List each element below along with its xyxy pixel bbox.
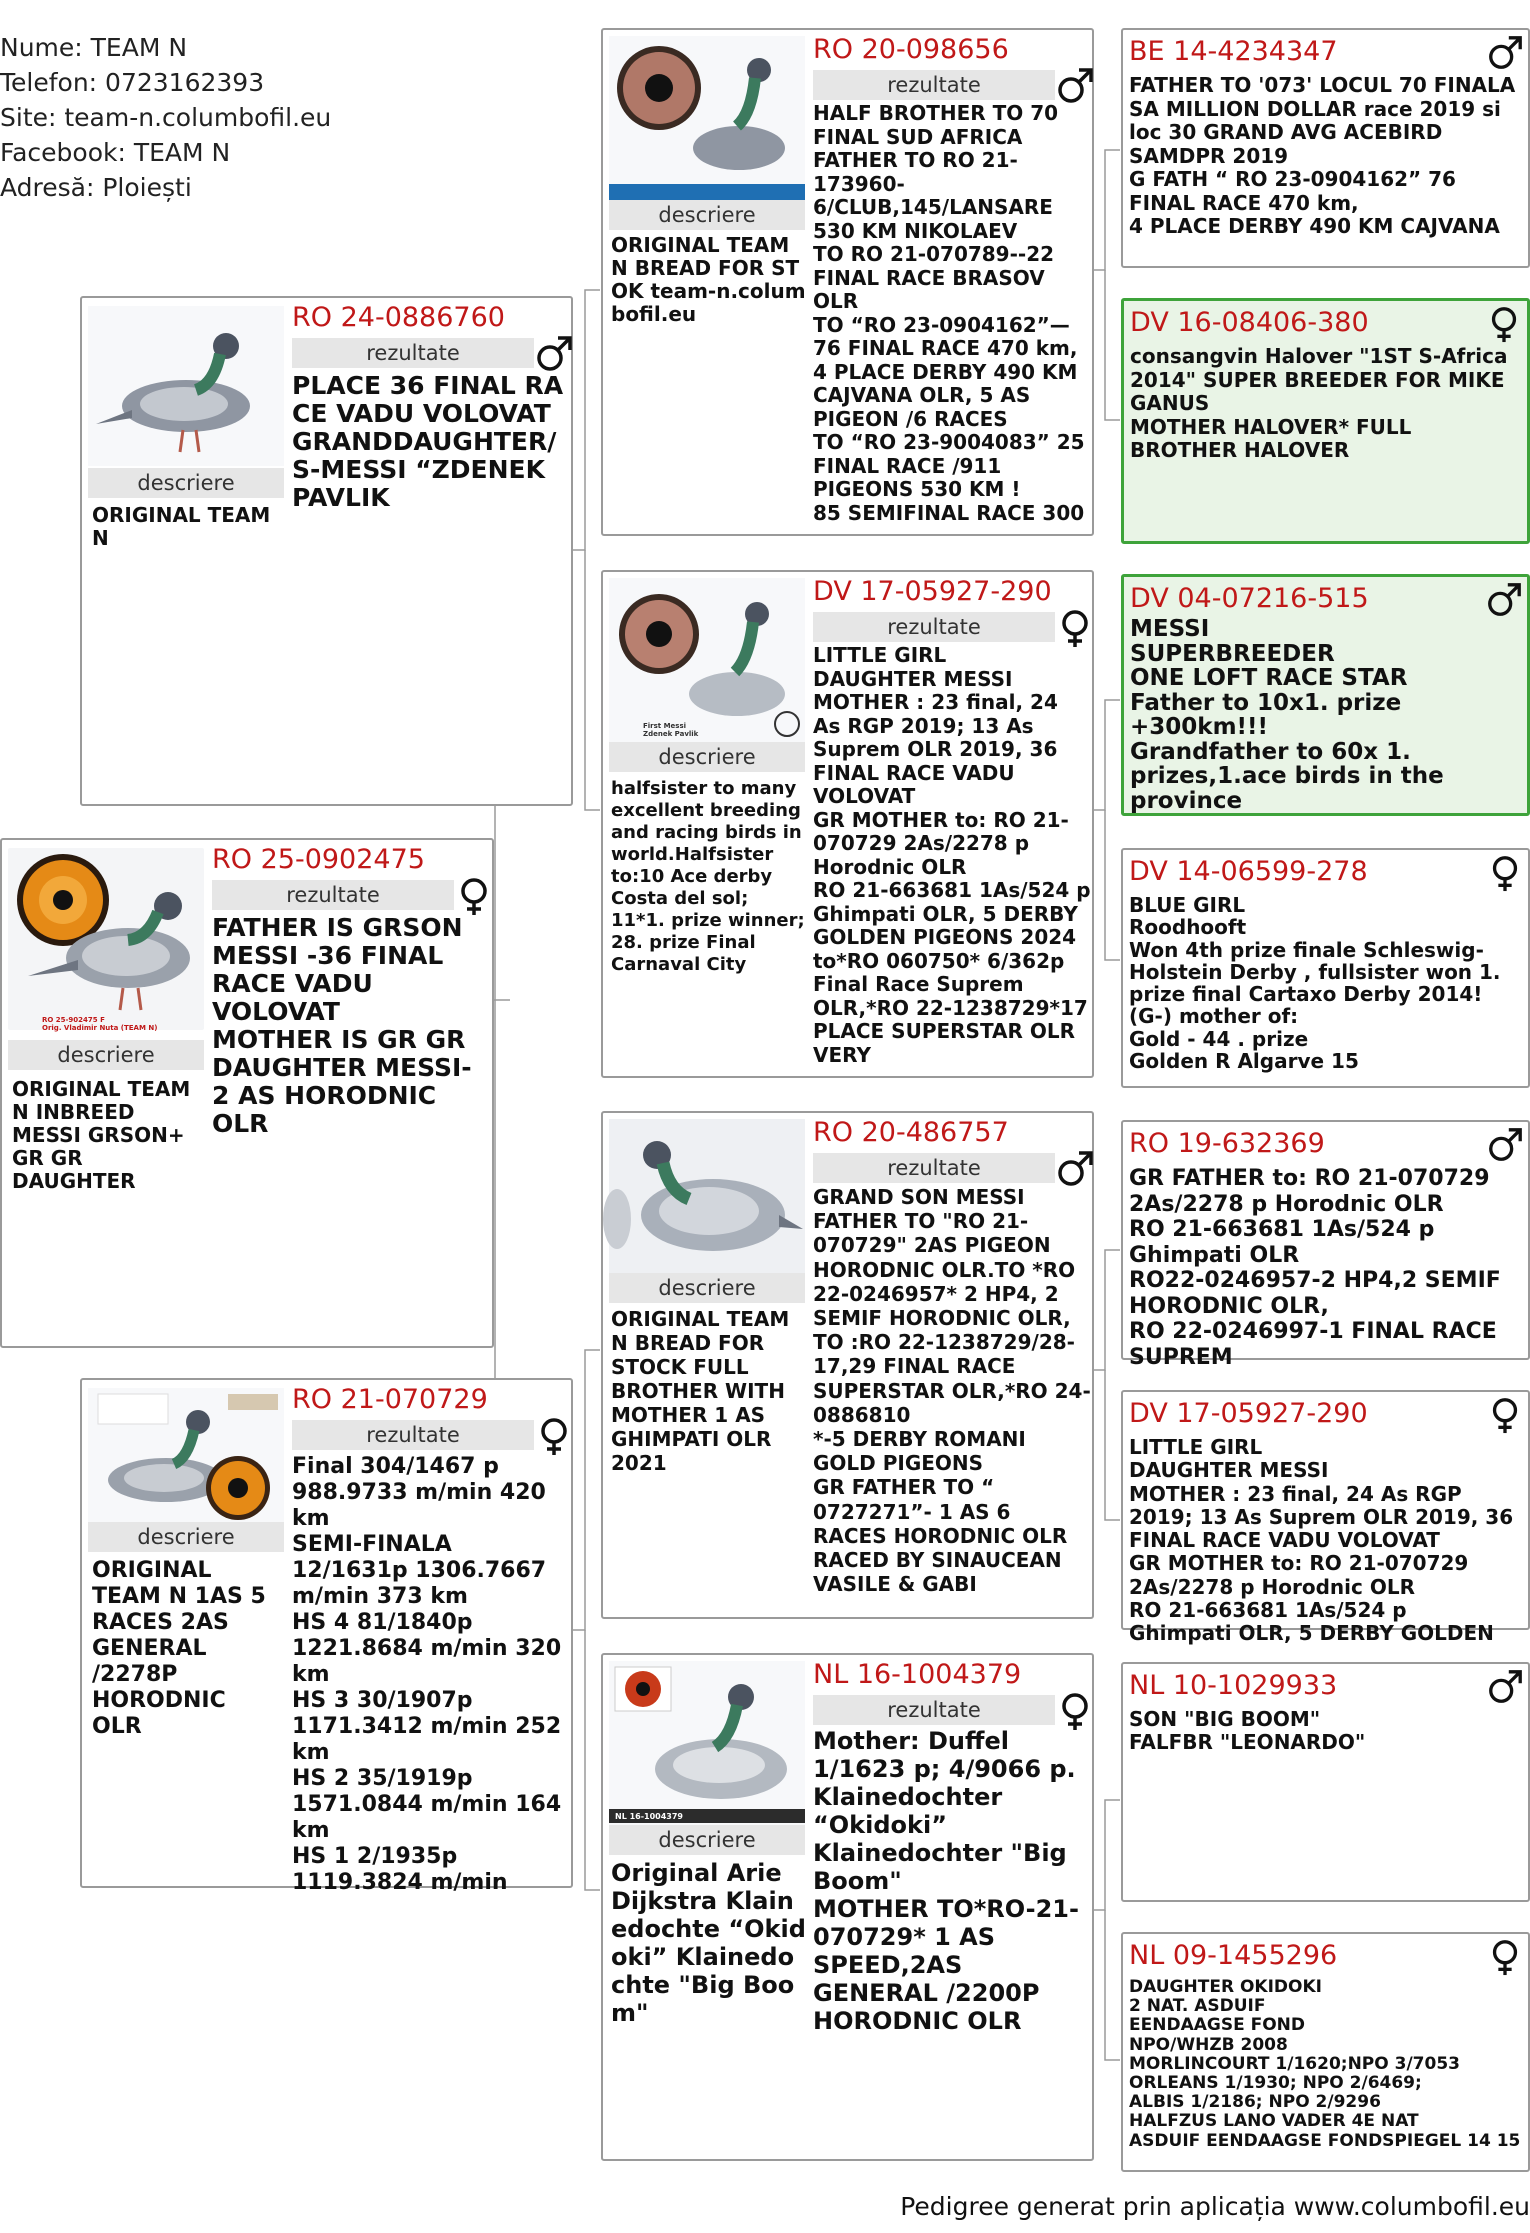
male-icon	[1055, 1149, 1095, 1189]
results-button[interactable]: rezultate	[292, 338, 534, 368]
results-button[interactable]: rezultate	[212, 880, 454, 910]
pigeon-photo[interactable]	[609, 1661, 805, 1827]
pedigree-card-gen4-6[interactable]	[1121, 1390, 1530, 1646]
pigeon-description: LITTLE GIRL DAUGHTER MESSI MOTHER : 23 final, 24 As RGP 2019; 13 As Suprem OLR 2019, 36 FINAL RACE VADU VOLOVAT GR MOTHER to: RO 21-070729 2As/2278 p Horodnic OLR RO 21-663681 1As/524 p Ghimpati OLR, 5 DERBY GOLDEN	[1129, 1435, 1514, 1646]
ring-number: BE 14-4234347	[1129, 36, 1338, 67]
pigeon-description: HALF BROTHER TO 70 FINAL SUD AFRICA FATHER TO RO 21-173960-6/CLUB,145/LANSARE 530 KM NIKOLAEV TO RO 21-070789--22 FINAL RACE BRASOV OLR TO “RO 23-0904162”—76 FINAL RACE 470 km, 4 PLACE DERBY 490 KM CAJVANA OLR, 5 AS PIGEON /6 RACES TO “RO 23-9004083” 25 FINAL RACE /911 PIGEONS 530 KM ! 85 SEMIFINAL RACE 300	[813, 101, 1085, 525]
pedigree-card-gen4-5[interactable]	[1121, 1120, 1530, 1370]
pedigree-card-sire[interactable]	[80, 296, 573, 806]
ring-number: RO 20-486757	[813, 1117, 1009, 1148]
pedigree-card-gen4-1[interactable]	[1121, 28, 1530, 268]
pedigree-card-subject[interactable]	[0, 838, 494, 1348]
female-icon	[1055, 1691, 1095, 1731]
ring-number: DV 14-06599-278	[1129, 856, 1368, 887]
description-button[interactable]: descriere	[8, 1040, 204, 1070]
male-icon	[1055, 66, 1095, 106]
pigeon-description: consangvin Halover "1ST S-Africa 2014" SUPER BREEDER FOR MIKE GANUS MOTHER HALOVER* FULL BROTHER HALOVER	[1130, 344, 1508, 462]
pigeon-eye-photo-icon	[609, 578, 805, 744]
pigeon-photo[interactable]	[88, 306, 284, 466]
pigeon-eye-photo-icon	[609, 1661, 805, 1827]
ring-number: RO 24-0886760	[292, 302, 505, 333]
results-button[interactable]: rezultate	[813, 612, 1055, 642]
ring-number: DV 17-05927-290	[1129, 1398, 1368, 1429]
pigeon-description: DAUGHTER OKIDOKI 2 NAT. ASDUIF EENDAAGSE FOND NPO/WHZB 2008 MORLINCOURT 1/1620;NPO 3/7053 ORLEANS 1/1930; NPO 2/6469; ALBIS 1/2186; NPO 2/9296 HALFZUS LANO VADER 4E NAT ASDUIF EENDAAGSE FONDSPIEGEL 14 15	[1129, 1977, 1521, 2151]
pigeon-description: GR FATHER to: RO 21-070729 2As/2278 p Horodnic OLR RO 21-663681 1As/524 p Ghimpati OLR RO22-0246957-2 HP4,2 SEMIF HORODNIC OLR, RO 22-0246997-1 FINAL RACE SUPREM	[1129, 1166, 1501, 1370]
ring-number: DV 17-05927-290	[813, 576, 1052, 607]
male-icon	[534, 334, 574, 374]
results-button[interactable]: rezultate	[813, 70, 1055, 100]
pigeon-description: Final 304/1467 p 988.9733 m/min 420 km SEMI-FINALA 12/1631p 1306.7667 m/min 373 km HS 4 81/1840p 1221.8684 m/min 320 km HS 3 30/1907p 1171.3412 m/min 252 km HS 2 35/1919p 1571.0844 m/min 164 km HS 1 2/1935p 1119.3824 m/min	[292, 1454, 562, 1895]
pigeon-description: FATHER TO '073' LOCUL 70 FINALA SA MILLION DOLLAR race 2019 si loc 30 GRAND AVG ACEBIRD SAMDPR 2019 G FATH “ RO 23-0904162” 76 FINAL RACE 470 km, 4 PLACE DERBY 490 KM CAJVANA	[1129, 73, 1516, 238]
ring-number: NL 10-1029933	[1129, 1670, 1338, 1701]
male-icon	[1486, 34, 1524, 72]
pigeon-photo[interactable]	[609, 36, 805, 202]
ring-number: DV 04-07216-515	[1130, 583, 1369, 614]
ring-number: RO 25-0902475	[212, 844, 425, 875]
pigeon-note: Original Arie Dijkstra Klainedochte “Okidoki” Klainedochte "Big Boom"	[611, 1859, 806, 2027]
female-icon	[1055, 608, 1095, 648]
pigeon-photo-icon	[609, 1119, 805, 1279]
results-button[interactable]: rezultate	[813, 1153, 1055, 1183]
female-icon	[1485, 305, 1523, 343]
pigeon-eye-photo-icon	[8, 848, 204, 1030]
pedigree-card-gen4-3[interactable]	[1121, 574, 1530, 816]
female-icon	[1486, 1396, 1524, 1434]
pigeon-note: halfsister to many excellent breeding and racing birds in world.Halfsister to:10 Ace derby Costa del sol; 11*1. prize winner; 28. prize Final Carnaval City	[611, 778, 805, 975]
owner-facebook: Facebook: TEAM N	[0, 138, 231, 167]
pigeon-description: BLUE GIRL Roodhooft Won 4th prize finale Schleswig-Holstein Derby , fullsister won 1. prize final Cartaxo Derby 2014! (G-) mother of: Gold - 44 . prize Golden R Algarve 15	[1129, 893, 1501, 1074]
pedigree-card-gen4-8[interactable]	[1121, 1932, 1530, 2172]
photo-caption: RO 25-902475 F Orig. Vladimir Nuta (TEAM N)	[42, 1016, 158, 1032]
pedigree-card-dam-dam[interactable]	[601, 1653, 1094, 2161]
pigeon-description: Mother: Duffel 1/1623 p; 4/9066 p. Klainedochter “Okidoki” Klainedochter "Big Boom" MOTHER TO*RO-21-070729* 1 AS SPEED,2AS GENERAL /2200P HORODNIC OLR	[813, 1727, 1079, 2035]
pigeon-description: LITTLE GIRL DAUGHTER MESSI MOTHER : 23 final, 24 As RGP 2019; 13 As Suprem OLR 2019, 36 FINAL RACE VADU VOLOVAT GR MOTHER to: RO 21-070729 2As/2278 p Horodnic OLR RO 21-663681 1As/524 p Ghimpati OLR, 5 DERBY GOLDEN PIGEONS 2024 to*RO 060750* 6/362p Final Race Suprem OLR,*RO 22-1238729*17 PLACE SUPERSTAR OLR VERY	[813, 643, 1091, 1067]
ring-number: NL 16-1004379	[813, 1659, 1022, 1690]
photo-caption: First Messi Zdenek Pavlik	[643, 722, 699, 738]
pedigree-card-dam-sire[interactable]	[601, 1111, 1094, 1619]
pedigree-card-dam[interactable]	[80, 1378, 573, 1895]
owner-phone: Telefon: 0723162393	[0, 68, 265, 97]
ring-number: RO 19-632369	[1129, 1128, 1325, 1159]
female-icon	[1486, 1938, 1524, 1976]
ring-number: RO 21-070729	[292, 1384, 488, 1415]
pigeon-note: ORIGINAL TEAM N	[92, 503, 271, 550]
ring-number: DV 16-08406-380	[1130, 307, 1369, 338]
pedigree-card-gen4-4[interactable]	[1121, 848, 1530, 1088]
pigeon-photo[interactable]	[88, 1388, 284, 1530]
description-button[interactable]: descriere	[609, 742, 805, 772]
ring-number: NL 09-1455296	[1129, 1940, 1338, 1971]
female-icon	[534, 1416, 574, 1456]
description-button[interactable]: descriere	[88, 468, 284, 498]
pigeon-photo[interactable]	[8, 848, 204, 1030]
female-icon	[454, 876, 494, 916]
photo-caption: NL 16-1004379	[615, 1812, 683, 1821]
owner-site: Site: team-n.columbofil.eu	[0, 103, 332, 132]
results-button[interactable]: rezultate	[292, 1420, 534, 1450]
pigeon-note: ORIGINAL TEAM N 1AS 5 RACES 2AS GENERAL /2278P HORODNIC OLR	[92, 1558, 266, 1739]
results-button[interactable]: rezultate	[813, 1695, 1055, 1725]
pedigree-card-gen4-7[interactable]	[1121, 1662, 1530, 1902]
pedigree-card-gen4-2[interactable]	[1121, 298, 1530, 544]
owner-address: Adresă: Ploiești	[0, 173, 192, 202]
pigeon-photo[interactable]	[609, 1119, 805, 1279]
footer-credit: Pedigree generat prin aplicația www.columbofil.eu	[900, 2192, 1530, 2221]
pigeon-description: FATHER IS GRSON MESSI -36 FINAL RACE VADU VOLOVAT MOTHER IS GR GR DAUGHTER MESSI-2 AS HORODNIC OLR	[212, 913, 472, 1138]
owner-info	[0, 30, 331, 205]
description-button[interactable]: descriere	[88, 1522, 284, 1552]
ring-number: RO 20-098656	[813, 34, 1009, 65]
pigeon-note: ORIGINAL TEAM N INBREED MESSI GRSON+ GR GR DAUGHTER	[12, 1077, 191, 1193]
pigeon-eye-photo-icon	[609, 36, 805, 202]
pigeon-eye-photo-icon	[88, 1388, 284, 1530]
pedigree-card-sire-sire[interactable]	[601, 28, 1094, 536]
female-icon	[1486, 854, 1524, 892]
description-button[interactable]: descriere	[609, 1273, 805, 1303]
male-icon	[1486, 1668, 1524, 1706]
description-button[interactable]: descriere	[609, 1825, 805, 1855]
pigeon-description: PLACE 36 FINAL RACE VADU VOLOVAT GRANDDAUGHTER/S-MESSI “ZDENEK PAVLIK	[292, 371, 564, 512]
pigeon-photo[interactable]	[609, 578, 805, 744]
description-button[interactable]: descriere	[609, 200, 805, 230]
pigeon-photo-icon	[88, 306, 284, 466]
male-icon	[1486, 1126, 1524, 1164]
owner-name: Nume: TEAM N	[0, 33, 188, 62]
pigeon-description: SON "BIG BOOM" FALFBR "LEONARDO"	[1129, 1707, 1366, 1754]
pedigree-card-sire-dam[interactable]	[601, 570, 1094, 1078]
pigeon-note: ORIGINAL TEAM N BREAD FOR STOCK FULL BROTHER WITH MOTHER 1 AS GHIMPATI OLR 2021	[611, 1307, 790, 1475]
pigeon-description: GRAND SON MESSI FATHER TO "RO 21-070729" 2AS PIGEON HORODNIC OLR.TO *RO 22-0246957* 2 HP4, 2 SEMIF HORODNIC OLR, TO :RO 22-1238729/28-17,29 FINAL RACE SUPERSTAR OLR,*RO 24-0886810 *-5 DERBY ROMANI GOLD PIGEONS GR FATHER TO “ 0727271”- 1 AS 6 RACES HORODNIC OLR RACED BY SINAUCEAN VASILE & GABI	[813, 1185, 1091, 1597]
pigeon-note: ORIGINAL TEAM N BREAD FOR STOK team-n.columbofil.eu	[611, 233, 806, 326]
pigeon-description: MESSI SUPERBREEDER ONE LOFT RACE STAR Father to 10x1. prize +300km!!! Grandfather to 60x 1. prizes,1.ace birds in the province	[1130, 616, 1444, 814]
male-icon	[1485, 581, 1523, 619]
